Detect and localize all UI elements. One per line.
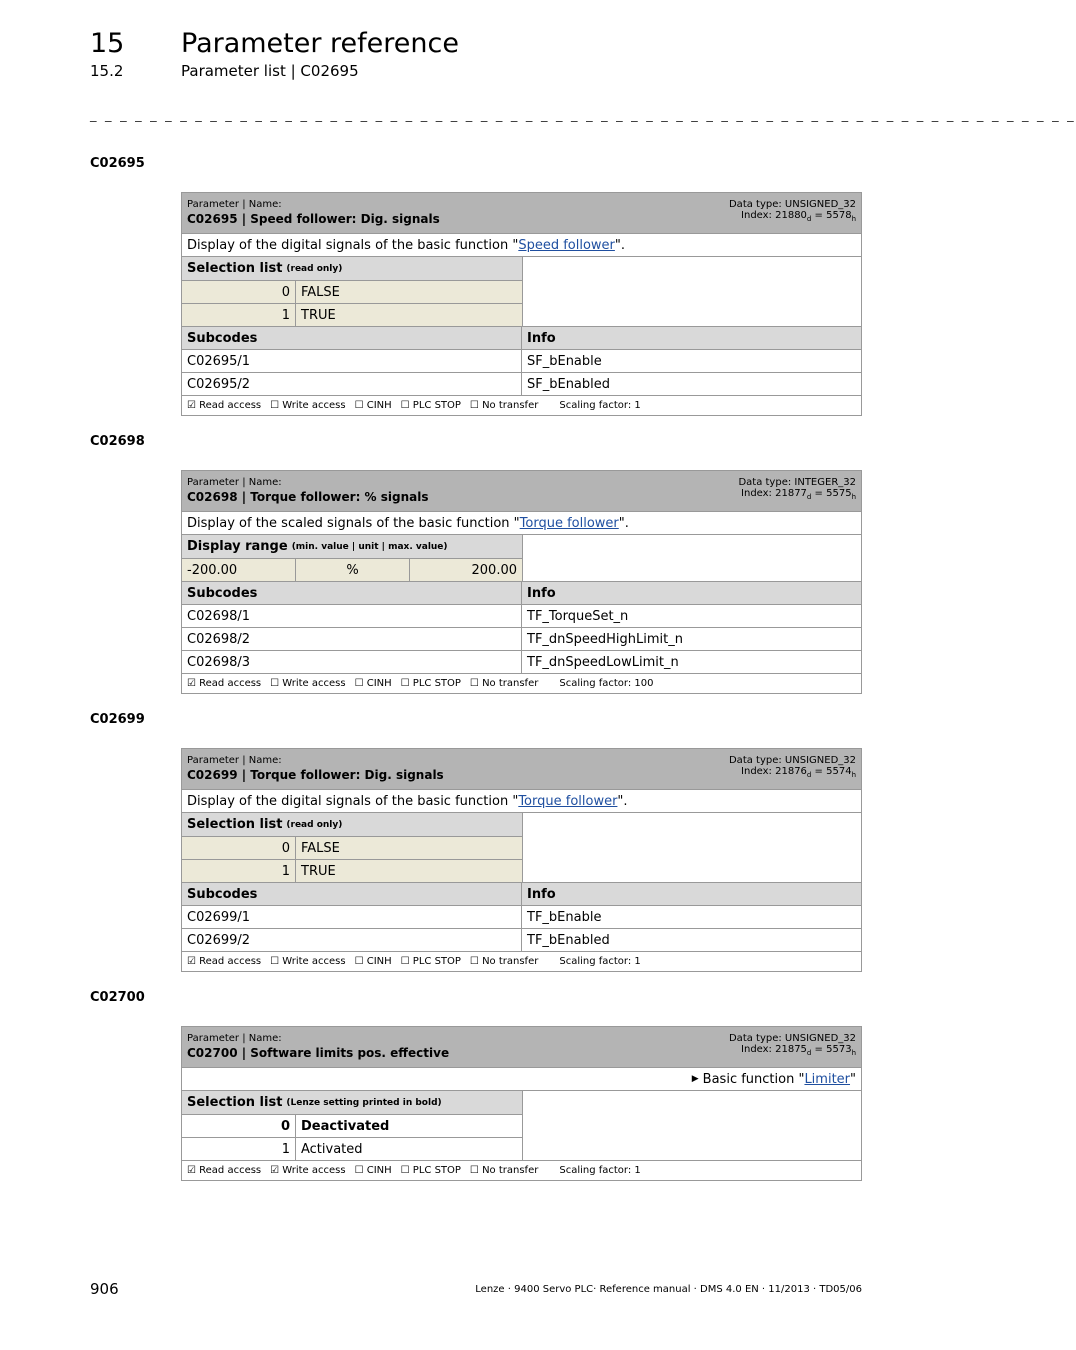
read-access-checkbox: ☑ Read access [187, 400, 262, 411]
subcode-row: C02695/1 SF_bEnable [182, 349, 861, 372]
read-access-checkbox: ☑ Read access [187, 956, 262, 967]
selection-option: 1 TRUE [182, 303, 522, 326]
torque-follower-link[interactable]: Torque follower [519, 515, 619, 531]
range-min: -200.00 [182, 559, 296, 581]
data-type: Data type: UNSIGNED_32 [728, 1033, 856, 1044]
data-type: Data type: INTEGER_32 [738, 477, 856, 488]
no-transfer-checkbox: ☐ No transfer [469, 1165, 539, 1176]
param-heading: C02698 [90, 434, 145, 449]
plc-stop-checkbox: ☐ PLC STOP [400, 678, 461, 689]
section-title: Parameter list | C02695 [181, 62, 359, 80]
access-row [182, 395, 861, 415]
selection-option: 0 FALSE [182, 836, 522, 859]
param-index: Index: $21876_d = 5574_h$ [741, 766, 856, 779]
write-access-checkbox: ☐ Write access [270, 956, 346, 967]
param-table [181, 192, 862, 416]
read-access-checkbox: ☑ Read access [187, 678, 262, 689]
limiter-link[interactable]: Limiter [804, 1071, 851, 1087]
selection-list-header: Selection list (Lenze setting printed in bold) [182, 1091, 522, 1114]
description-row: Display of the digital signals of the basic function " Torque follower ". [182, 789, 861, 812]
selection-option: 0 Deactivated [182, 1114, 522, 1137]
name-label: Parameter | Name: [187, 477, 282, 488]
selection-option: 1 Activated [182, 1137, 522, 1160]
description-row: Display of the digital signals of the basic function " Speed follower ". [182, 233, 861, 256]
param-index: Index: $21880_d = 5578_h$ [741, 210, 856, 223]
plc-stop-checkbox: ☐ PLC STOP [400, 1165, 461, 1176]
param-title: C02698 | Torque follower: % signals [187, 490, 429, 504]
page-number: 906 [90, 1280, 119, 1298]
plc-stop-checkbox: ☐ PLC STOP [400, 400, 461, 411]
subcode-row: C02698/2 TF_dnSpeedHighLimit_n [182, 627, 861, 650]
param-header [182, 193, 861, 233]
range-unit: % [296, 559, 410, 581]
selection-option: 1 TRUE [182, 859, 522, 882]
subcode-row: C02698/3 TF_dnSpeedLowLimit_n [182, 650, 861, 673]
param-index: Index: $21875_d = 5573_h$ [741, 1044, 856, 1057]
name-label: Parameter | Name: [187, 755, 282, 766]
display-range-values [182, 558, 522, 581]
param-heading: C02695 [90, 156, 145, 171]
triangle-right-icon: ▶ [691, 1074, 699, 1084]
name-label: Parameter | Name: [187, 1033, 282, 1044]
access-row [182, 673, 861, 693]
read-access-checkbox: ☑ Read access [187, 1165, 262, 1176]
subcodes-header: Subcodes Info [182, 882, 861, 905]
selection-list-header: Selection list (read only) [182, 813, 522, 836]
cinh-checkbox: ☐ CINH [354, 678, 392, 689]
selection-list-header: Selection list (read only) [182, 257, 522, 280]
cinh-checkbox: ☐ CINH [354, 956, 392, 967]
param-table [181, 470, 862, 694]
header-divider: _ _ _ _ _ _ _ _ _ _ _ _ _ _ _ _ _ _ _ _ _ _ _ _ _ _ _ _ _ _ _ _ _ _ _ _ _ _ _ _ _ _ _ _ _ _ _ _ _ _ _ _ _ _ _ _ _ _ _ _ _ _ _ _ _ _ [90, 108, 1076, 123]
param-table [181, 748, 862, 972]
chapter-number: 15 [90, 28, 125, 59]
torque-follower-link[interactable]: Torque follower [518, 793, 618, 809]
section-number: 15.2 [90, 62, 124, 80]
document-info: Lenze · 9400 Servo PLC· Reference manual · DMS 4.0 EN · 11/2013 · TD05/06 [475, 1284, 862, 1295]
param-header [182, 1027, 861, 1067]
write-access-checkbox: ☑ Write access [270, 1165, 346, 1176]
access-row [182, 1160, 861, 1180]
range-max: 200.00 [471, 562, 517, 578]
chapter-title: Parameter reference [181, 28, 459, 59]
cinh-checkbox: ☐ CINH [354, 1165, 392, 1176]
display-range-header: Display range (min. value | unit | max. value) [182, 535, 522, 558]
description-row: Display of the scaled signals of the basic function " Torque follower ". [182, 511, 861, 534]
subcode-row: C02699/2 TF_bEnabled [182, 928, 861, 951]
write-access-checkbox: ☐ Write access [270, 400, 346, 411]
subcodes-header: Subcodes Info [182, 581, 861, 604]
subcode-row: C02698/1 TF_TorqueSet_n [182, 604, 861, 627]
scaling-factor: Scaling factor: 100 [559, 678, 654, 689]
data-type: Data type: UNSIGNED_32 [728, 199, 856, 210]
param-heading: C02700 [90, 990, 145, 1005]
speed-follower-link[interactable]: Speed follower [518, 237, 615, 253]
selection-option: 0 FALSE [182, 280, 522, 303]
plc-stop-checkbox: ☐ PLC STOP [400, 956, 461, 967]
subcode-row: C02695/2 SF_bEnabled [182, 372, 861, 395]
no-transfer-checkbox: ☐ No transfer [469, 956, 539, 967]
param-table [181, 1026, 862, 1181]
param-header [182, 749, 861, 789]
access-row [182, 951, 861, 971]
data-type: Data type: UNSIGNED_32 [728, 755, 856, 766]
scaling-factor: Scaling factor: 1 [559, 400, 641, 411]
write-access-checkbox: ☐ Write access [270, 678, 346, 689]
param-index: Index: $21877_d = 5575_h$ [741, 488, 856, 501]
no-transfer-checkbox: ☐ No transfer [469, 400, 539, 411]
scaling-factor: Scaling factor: 1 [559, 956, 641, 967]
cinh-checkbox: ☐ CINH [354, 400, 392, 411]
no-transfer-checkbox: ☐ No transfer [469, 678, 539, 689]
param-title: C02695 | Speed follower: Dig. signals [187, 212, 440, 226]
subcode-row: C02699/1 TF_bEnable [182, 905, 861, 928]
subcodes-header: Subcodes Info [182, 326, 861, 349]
scaling-factor: Scaling factor: 1 [559, 1165, 641, 1176]
name-label: Parameter | Name: [187, 199, 282, 210]
param-header [182, 471, 861, 511]
param-title: C02699 | Torque follower: Dig. signals [187, 768, 444, 782]
basic-function-row: ▶ Basic function " Limiter " [182, 1067, 861, 1090]
param-title: C02700 | Software limits pos. effective [187, 1046, 450, 1060]
param-heading: C02699 [90, 712, 145, 727]
